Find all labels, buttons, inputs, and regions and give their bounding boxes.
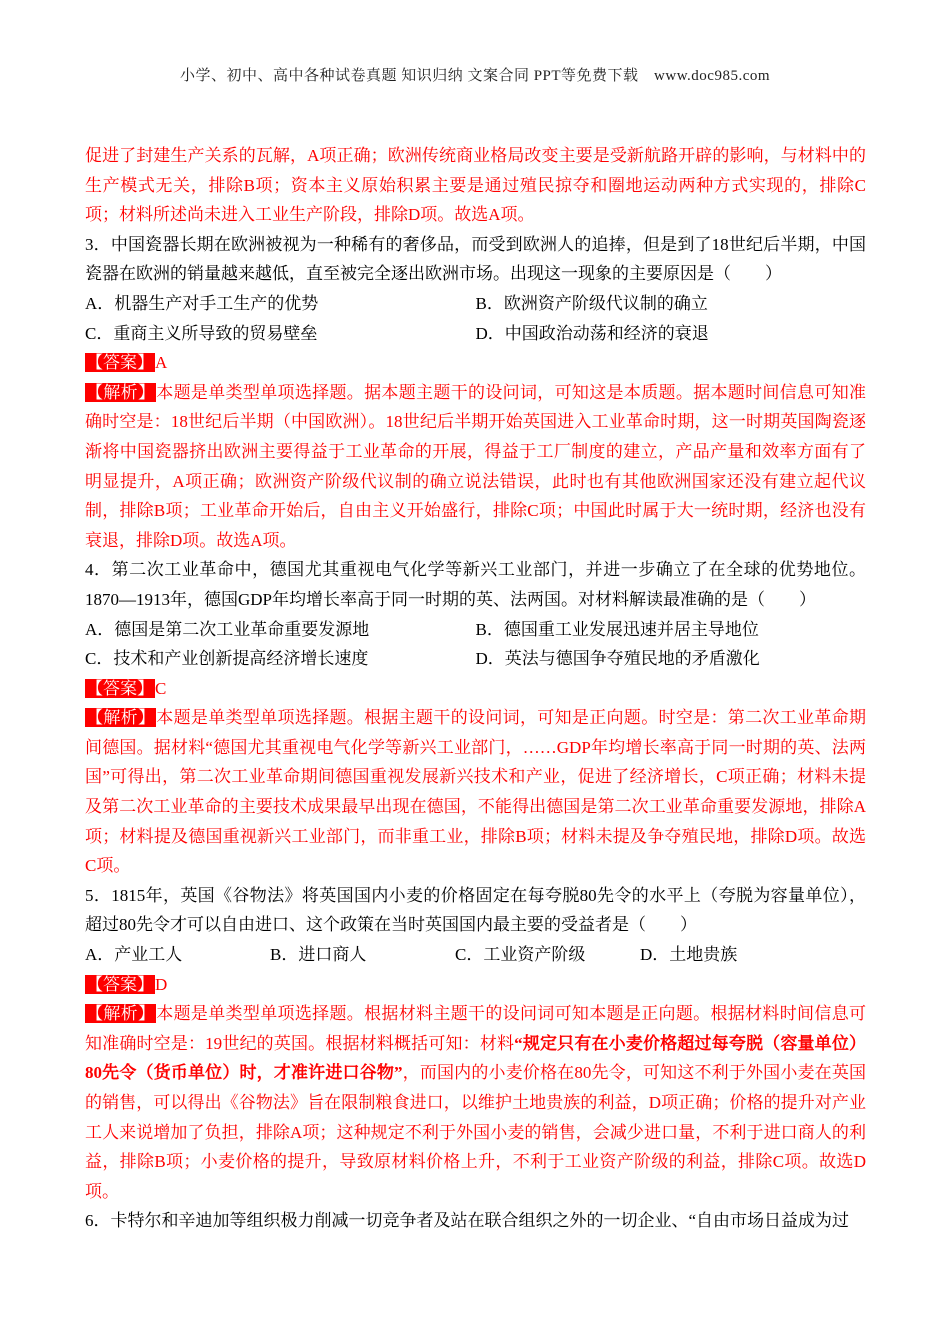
answer-value: A <box>155 353 168 373</box>
text-run: “规定只有在小麦价格超过每夸脱（容量单位）80先令（货币单位）时，才准许进口谷物” <box>85 1033 867 1083</box>
analysis-badge: 【解析】 <box>86 708 156 728</box>
text-run: 4．第二次工业革命中，德国尤其重视电气化学等新兴工业部门，并进一步确立了在全球的优势地位。1870—1913年，德国GDP年均增长率高于同一时期的英、法两国。对材料解读最准确的是（ ） <box>85 560 866 609</box>
options-row <box>85 644 866 674</box>
text-run: ，而国内的小麦价格在80先令，可知这不利于外国小麦在英国的销售，可以得出《谷物法》旨在限制粮食进口，以维护土地贵族的利益，D项正确；价格的提升对产业工人来说增加了负担，排除A项；这种规定不利于外国小麦的销售，会减少进口量，不利于进口商人的利益，排除B项；小麦价格的提升，导致原材料价格上升，不利于工业资产阶级的利益，排除C项。故选D项。 <box>85 1063 866 1201</box>
text-run: 5．1815年，英国《谷物法》将英国国内小麦的价格固定在每夸脱80先令的水平上（夸脱为容量单位），超过80先令才可以自由进口、这个政策在当时英国国内最主要的受益者是（ ） <box>85 885 866 935</box>
text-run: 促进了封建生产关系的瓦解，A项正确；欧洲传统商业格局改变主要是受新航路开辟的影响，与材料中的生产模式无关，排除B项；资本主义原始积累主要是通过殖民掠夺和圈地运动两种方式实现的，排除C项；材料所述尚未进入工业生产阶段，排除D项。故选A项。 <box>85 146 866 225</box>
document-body <box>85 141 866 1236</box>
option: D．中国政治动荡和经济的衰退 <box>475 323 709 343</box>
option: C．工业资产阶级 <box>455 945 586 965</box>
site-header: 小学、初中、高中各种试卷真题 知识归纳 文案合同 PPT等免费下载 www.doc985.com <box>179 68 771 84</box>
text-run: 本题是单类型单项选择题。根据主题干的设问词，可知是正向题。时空是：第二次工业革命期间德国。据材料“德国尤其重视电气化学等新兴工业部门，……GDP年均增长率高于同一时期的英、法两国”可得出，第二次工业革命期间德国重视发展新兴技术和产业，促进了经济增长，C项正确；材料未提及第二次工业革命的主要技术成果最早出现在德国，不能得出德国是第二次工业革命重要发源地，排除A项；材料提及德国重视新兴工业部门，而非重工业，排除B项；材料未提及争夺殖民地，排除D项。故选C项。 <box>85 708 867 876</box>
explanation-q4 <box>85 703 866 881</box>
explanation-q5 <box>85 999 866 1206</box>
option: A．机器生产对手工生产的优势 <box>85 293 319 313</box>
answer-line <box>85 348 866 378</box>
answer-line <box>85 674 866 704</box>
options-row <box>85 319 866 349</box>
option: A．德国是第二次工业革命重要发源地 <box>85 619 370 639</box>
text-run: 3．中国瓷器长期在欧洲被视为一种稀有的奢侈品，而受到欧洲人的追捧，但是到了18世纪后半期，中国瓷器在欧洲的销量越来越低，直至被完全逐出欧洲市场。出现这一现象的主要原因是（ ） <box>85 234 866 284</box>
question-5 <box>85 881 866 940</box>
answer-badge: 【答案】 <box>86 974 154 994</box>
question-6 <box>85 1206 866 1236</box>
option: C．技术和产业创新提高经济增长速度 <box>85 649 369 669</box>
options-row <box>85 615 866 645</box>
answer-value: D <box>155 974 168 994</box>
option: B．进口商人 <box>270 945 367 965</box>
answer-badge: 【答案】 <box>86 353 154 373</box>
text-run: 本题是单类型单项选择题。据本题主题干的设问词，可知这是本质题。据本题时间信息可知准确时空是：18世纪后半期（中国欧洲）。18世纪后半期开始英国进入工业革命时期，这一时期英国陶瓷逐渐将中国瓷器挤出欧洲主要得益于工业革命的开展，得益于工厂制度的建立，产品产量和效率方面有了明显提升，A项正确；欧洲资产阶级代议制的确立说法错误，此时也有其他欧洲国家还没有建立起代议制，排除B项；工业革命开始后，自由主义开始盛行，排除C项；中国此时属于大一统时期，经济也没有衰退，排除D项。故选A项。 <box>85 382 867 550</box>
option: C．重商主义所导致的贸易壁垒 <box>85 323 318 343</box>
options-row <box>85 940 866 970</box>
analysis-badge: 【解析】 <box>86 382 156 402</box>
text-run: 本题是单类型单项选择题。根据材料主题干的设问词可知本题是正向题。根据材料时间信息可知准确时空是：19世纪的英国。根据材料概括可知：材料 <box>85 1004 867 1053</box>
question-3 <box>85 230 866 289</box>
explanation-continuation-q2 <box>85 141 866 230</box>
text-run: 6．卡特尔和辛迪加等组织极力削减一切竞争者及站在联合组织之外的一切企业、“自由市场日益成为过 <box>85 1211 850 1231</box>
answer-badge: 【答案】 <box>86 678 154 698</box>
options-row <box>85 289 866 319</box>
analysis-badge: 【解析】 <box>86 1004 156 1024</box>
option: D．土地贵族 <box>640 945 738 965</box>
option: A．产业工人 <box>85 945 183 965</box>
option: D．英法与德国争夺殖民地的矛盾激化 <box>475 649 760 669</box>
explanation-q3 <box>85 378 866 556</box>
option: B．德国重工业发展迅速并居主导地位 <box>475 619 759 639</box>
option: B．欧洲资产阶级代议制的确立 <box>475 293 708 313</box>
answer-line <box>85 970 866 1000</box>
answer-value: C <box>155 678 167 698</box>
question-4 <box>85 555 866 614</box>
